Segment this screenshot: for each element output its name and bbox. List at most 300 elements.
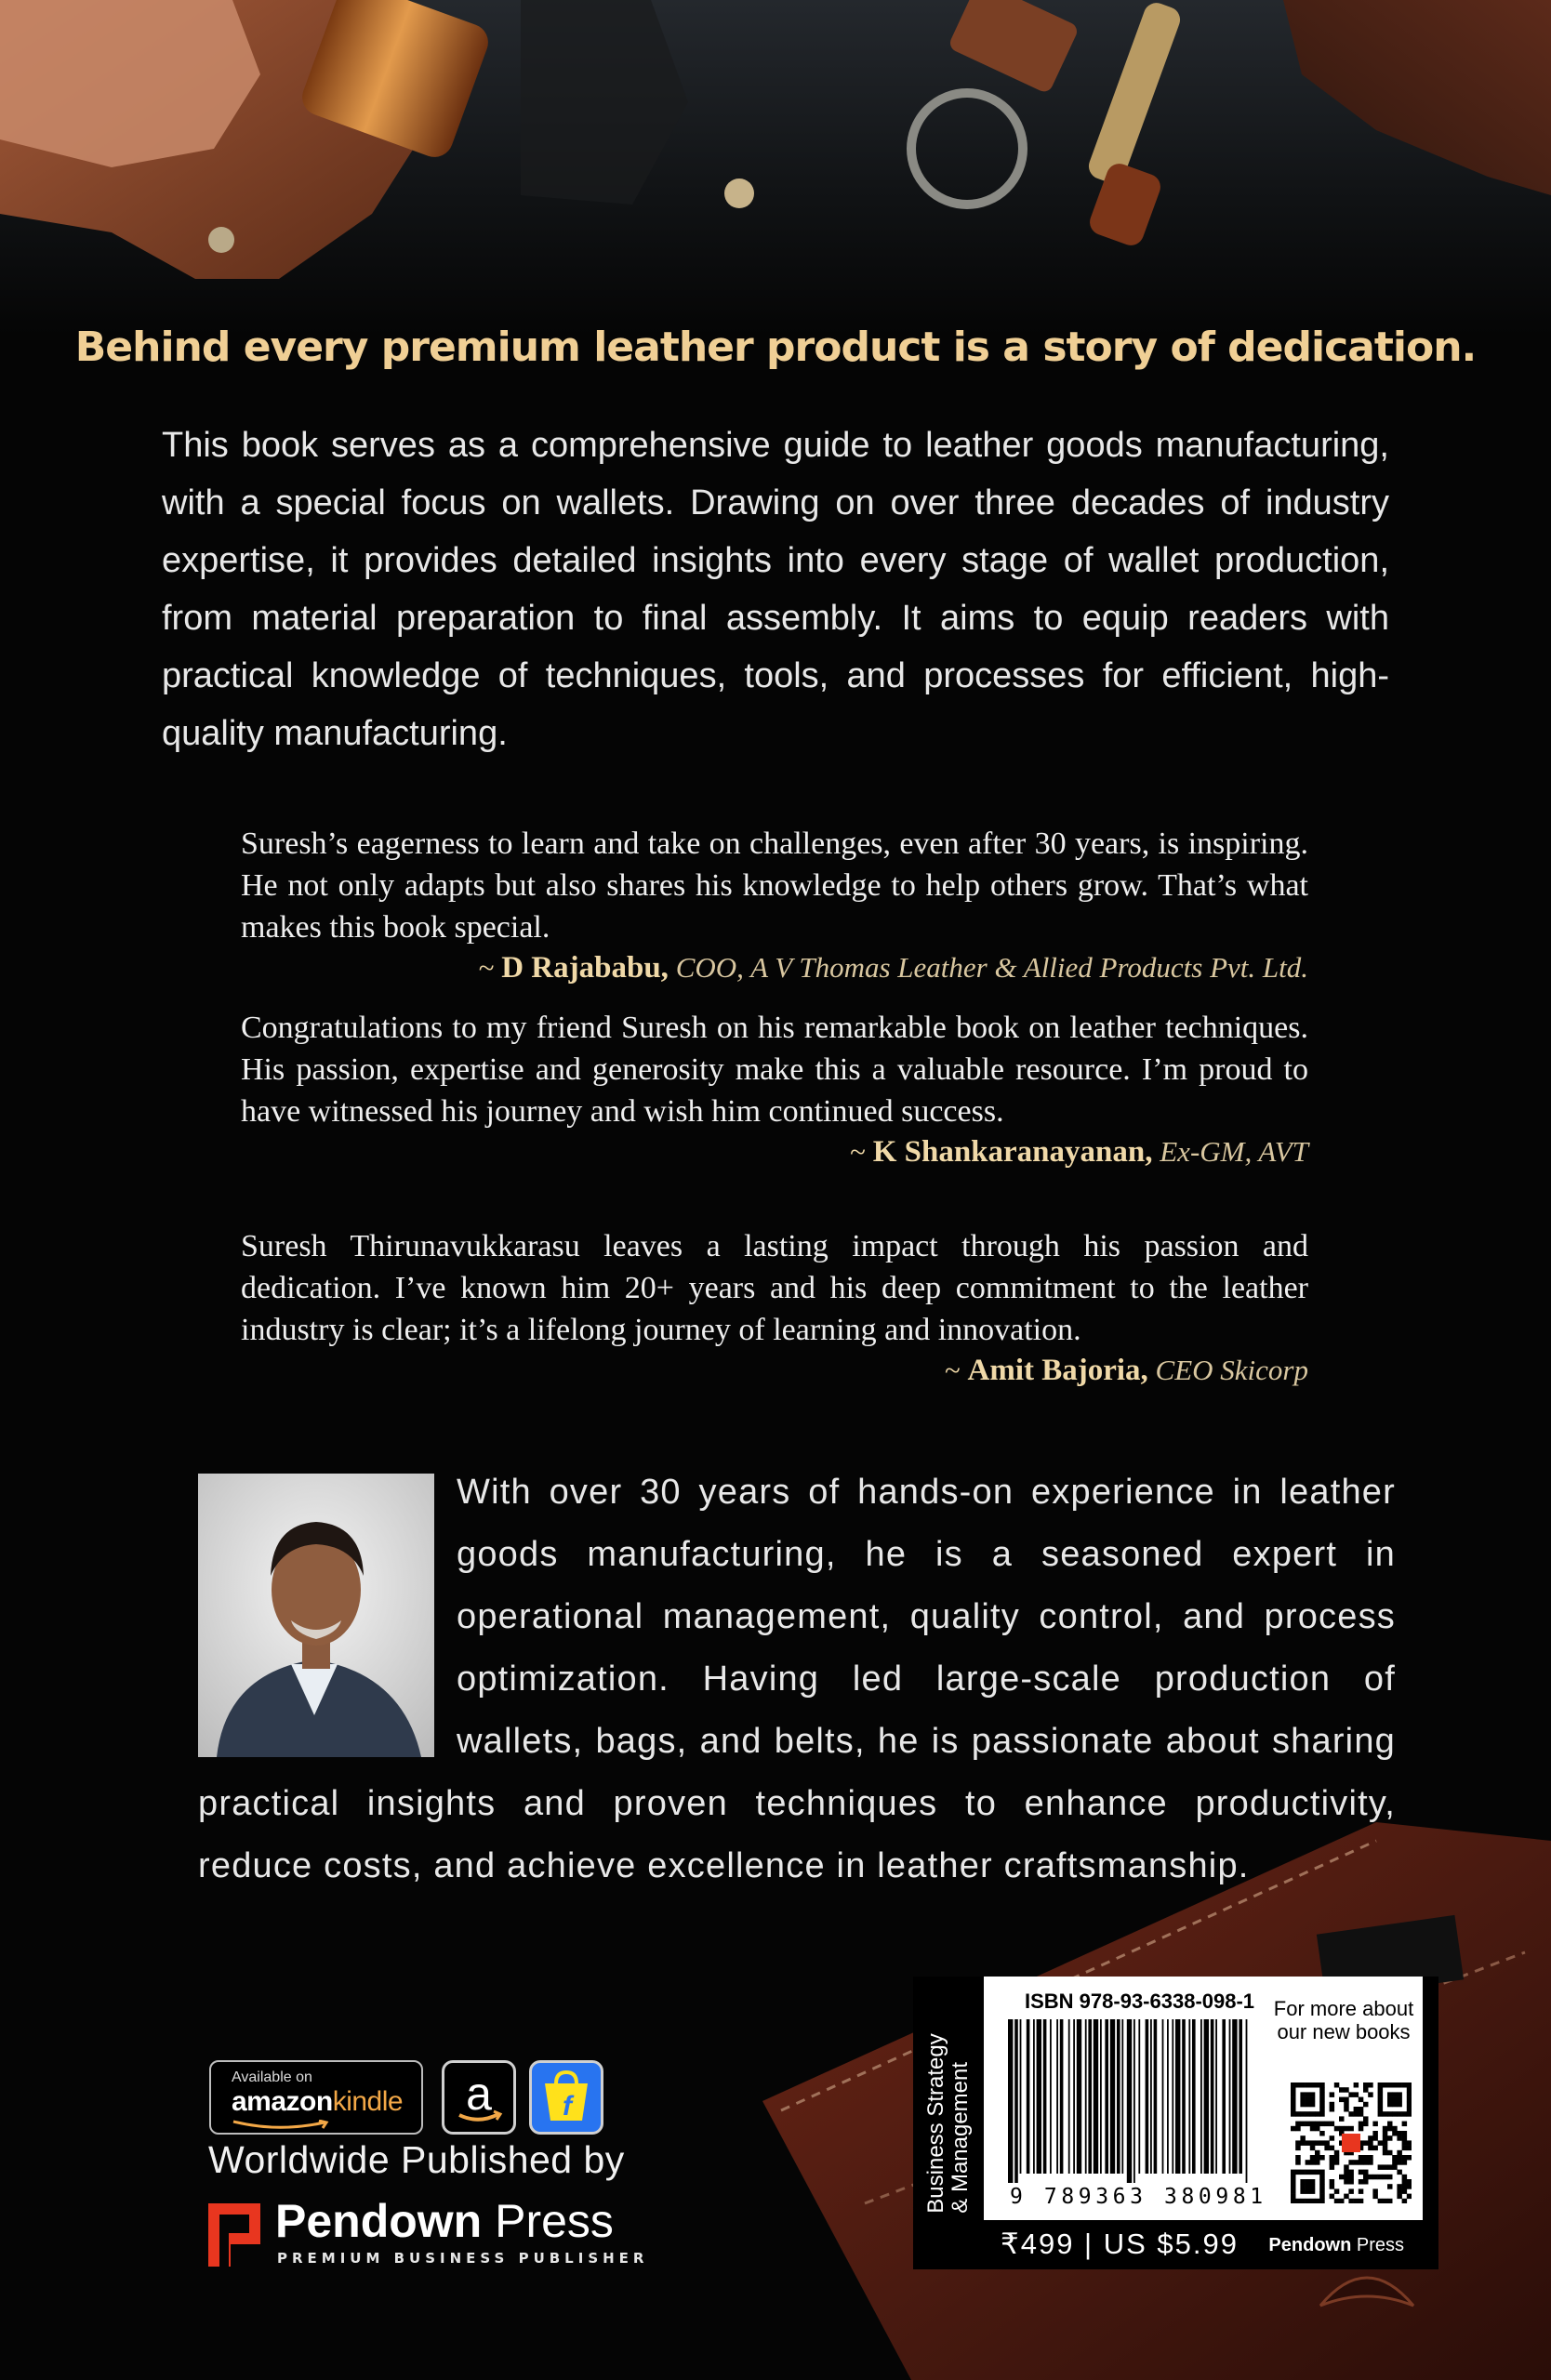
qr-module <box>1383 2146 1388 2151</box>
barcode-bar <box>1215 2019 1217 2174</box>
qr-module <box>1397 2092 1402 2097</box>
qr-module <box>1372 2146 1378 2151</box>
qr-module <box>1319 2194 1325 2200</box>
qr-module <box>1310 2092 1316 2097</box>
qr-module <box>1324 2122 1330 2127</box>
qr-module <box>1359 2160 1364 2165</box>
amazon-kindle-badge[interactable] <box>209 2060 423 2135</box>
qr-module <box>1291 2102 1296 2108</box>
qr-module <box>1324 2146 1330 2151</box>
qr-module <box>1363 2155 1369 2161</box>
barcode-bar <box>1117 2019 1120 2174</box>
qr-module <box>1295 2146 1301 2151</box>
qr-module <box>1402 2146 1408 2151</box>
qr-module <box>1397 2135 1402 2141</box>
qr-module <box>1392 2126 1398 2132</box>
qr-module <box>1315 2111 1320 2117</box>
book-category <box>913 1977 984 2269</box>
qr-module <box>1363 2087 1369 2093</box>
qr-module <box>1295 2122 1301 2127</box>
publisher-name-bold: Pendown <box>275 2195 483 2247</box>
qr-module <box>1383 2111 1388 2117</box>
qr-module <box>1402 2122 1408 2127</box>
qr-module <box>1306 2092 1311 2097</box>
qr-module <box>1330 2179 1335 2185</box>
testimonial-author: K Shankaranayanan, <box>872 1135 1153 1169</box>
qr-module <box>1334 2150 1340 2156</box>
testimonial-attribution <box>241 948 1308 987</box>
qr-module <box>1378 2102 1384 2108</box>
qr-module <box>1315 2155 1320 2161</box>
qr-module <box>1291 2082 1296 2088</box>
qr-module <box>1368 2140 1373 2146</box>
qr-module <box>1383 2131 1388 2136</box>
qr-module <box>1383 2135 1388 2141</box>
barcode-bar <box>1037 2019 1041 2174</box>
qr-module <box>1295 2126 1301 2132</box>
qr-module <box>1306 2102 1311 2108</box>
barcode-bar <box>1211 2019 1214 2174</box>
qr-module <box>1363 2102 1369 2108</box>
barcode-bar <box>1085 2019 1087 2174</box>
barcode-bar <box>1033 2019 1035 2174</box>
qr-module <box>1306 2160 1311 2165</box>
qr-module <box>1359 2122 1364 2127</box>
qr-module <box>1306 2097 1311 2103</box>
qr-module <box>1310 2188 1316 2194</box>
leather-tools-photo <box>0 0 1551 335</box>
kindle-word: kindle <box>332 2086 404 2117</box>
barcode-bar <box>1056 2019 1058 2174</box>
qr-module <box>1372 2188 1378 2194</box>
qr-module <box>1324 2140 1330 2146</box>
attribution-prefix: ~ <box>944 1354 968 1386</box>
qr-module <box>1319 2122 1325 2127</box>
barcode-bar <box>1043 2019 1047 2174</box>
barcode-bar <box>1077 2019 1081 2174</box>
qr-module <box>1291 2184 1296 2189</box>
qr-module <box>1387 2126 1393 2132</box>
qr-module <box>1330 2135 1335 2141</box>
qr-module <box>1291 2175 1296 2180</box>
qr-module <box>1334 2188 1340 2194</box>
qr-module <box>1339 2097 1345 2103</box>
qr-module <box>1387 2111 1393 2117</box>
qr-module <box>1310 2122 1316 2127</box>
qr-module <box>1319 2199 1325 2203</box>
qr-module <box>1407 2155 1412 2161</box>
qr-module <box>1354 2107 1359 2112</box>
qr-module <box>1295 2170 1301 2175</box>
qr-module <box>1372 2122 1378 2127</box>
qr-module <box>1291 2087 1296 2093</box>
barcode-bar <box>1154 2019 1158 2174</box>
qr-module <box>1291 2107 1296 2112</box>
qr-module <box>1378 2107 1384 2112</box>
barcode-bar <box>1188 2019 1190 2174</box>
qr-module <box>1372 2131 1378 2136</box>
barcode-bar <box>1232 2019 1237 2174</box>
qr-module <box>1319 2092 1325 2097</box>
price-publisher-regular: Press <box>1351 2235 1404 2255</box>
qr-module <box>1300 2184 1306 2189</box>
qr-module <box>1407 2092 1412 2097</box>
qr-module <box>1387 2164 1393 2170</box>
qr-module <box>1397 2160 1402 2165</box>
qr-module <box>1319 2131 1325 2136</box>
qr-module <box>1397 2188 1402 2194</box>
pendown-press-logo-icon <box>208 2203 260 2267</box>
testimonial-role: COO, A V Thomas Leather & Allied Products Pvt. Ltd. <box>675 951 1308 984</box>
attribution-prefix: ~ <box>478 951 502 984</box>
barcode-bar <box>1239 2019 1242 2174</box>
qr-module <box>1387 2092 1393 2097</box>
qr-module <box>1397 2102 1402 2108</box>
qr-module <box>1300 2097 1306 2103</box>
qr-module <box>1315 2199 1320 2203</box>
barcode-bar <box>1110 2019 1115 2174</box>
qr-module <box>1291 2188 1296 2194</box>
qr-module <box>1330 2102 1335 2108</box>
qr-module <box>1306 2170 1311 2175</box>
qr-module <box>1378 2140 1384 2146</box>
barcode-bar <box>1014 2019 1018 2183</box>
qr-module <box>1378 2164 1384 2170</box>
qr-module <box>1315 2122 1320 2127</box>
qr-module <box>1310 2140 1316 2146</box>
qr-module <box>1330 2184 1335 2189</box>
barcode-digits: 9 789363 380981 <box>1010 2185 1267 2209</box>
qr-module <box>1334 2160 1340 2165</box>
author-bio <box>198 1461 1396 1897</box>
qr-module <box>1383 2126 1388 2132</box>
qr-module <box>1378 2092 1384 2097</box>
qr-module <box>1397 2082 1402 2088</box>
qr-module <box>1378 2097 1384 2103</box>
qr-module <box>1300 2092 1306 2097</box>
qr-module <box>1291 2179 1296 2185</box>
qr-module <box>1315 2082 1320 2088</box>
qr-module <box>1310 2184 1316 2189</box>
qr-module <box>1319 2170 1325 2175</box>
qr-module <box>1397 2155 1402 2161</box>
barcode-bar <box>1027 2019 1030 2174</box>
qr-module <box>1330 2194 1335 2200</box>
qr-module <box>1330 2107 1335 2112</box>
qr-module <box>1354 2082 1359 2088</box>
category-label <box>924 2033 973 2213</box>
qr-module <box>1310 2160 1316 2165</box>
qr-module <box>1354 2092 1359 2097</box>
qr-module <box>1359 2199 1364 2203</box>
qr-module <box>1402 2140 1408 2146</box>
qr-module <box>1295 2199 1301 2203</box>
qr-module <box>1383 2140 1388 2146</box>
qr-module <box>1291 2126 1296 2132</box>
headline: Behind every premium leather product is a story of dedication. <box>74 324 1477 371</box>
price-label: ₹499 | US $5.99 <box>1001 2228 1239 2260</box>
barcode-bar <box>1167 2019 1169 2174</box>
qr-module <box>1407 2097 1412 2103</box>
qr-module <box>1348 2199 1354 2203</box>
qr-module <box>1344 2164 1349 2170</box>
qr-module <box>1300 2188 1306 2194</box>
publisher-name-regular: Press <box>482 2195 614 2247</box>
qr-module <box>1295 2155 1301 2161</box>
qr-module <box>1330 2164 1335 2170</box>
qr-module <box>1402 2184 1408 2189</box>
category-line-2: & Management <box>948 2061 973 2214</box>
qr-module <box>1315 2140 1320 2146</box>
qr-module <box>1359 2179 1364 2185</box>
qr-module <box>1387 2097 1393 2103</box>
qr-module <box>1300 2199 1306 2203</box>
qr-module <box>1319 2111 1325 2117</box>
qr-module <box>1330 2122 1335 2127</box>
qr-module <box>1319 2140 1325 2146</box>
price-publisher-bold: Pendown <box>1268 2235 1352 2255</box>
testimonial-text: Suresh’s eagerness to learn and take on challenges, even after 30 years, is inspiring. He not only adapts but also shares his knowledge to help others grow. That’s what makes this book special. <box>241 826 1308 945</box>
qr-module <box>1306 2111 1311 2117</box>
amazon-smile-icon <box>232 2120 334 2131</box>
testimonial-author: D Rajababu, <box>501 951 669 985</box>
testimonial-attribution <box>241 1351 1308 1390</box>
barcode-bar <box>1175 2019 1180 2174</box>
qr-module <box>1306 2184 1311 2189</box>
barcode-bar <box>1192 2019 1196 2174</box>
qr-module <box>1310 2111 1316 2117</box>
qr-module <box>1407 2194 1412 2200</box>
qr-module <box>1387 2135 1393 2141</box>
qr-module <box>1402 2155 1408 2161</box>
qr-module <box>1334 2082 1340 2088</box>
qr-module <box>1402 2082 1408 2088</box>
qr-module <box>1319 2082 1325 2088</box>
book-description: This book serves as a comprehensive guide to leather goods manufacturing, with a special focus on wallets. Drawing on over three decades of industry expertise, it provides detailed insights into every stage of wallet production, from material preparation to final assembly. It aims to equip readers with practical knowledge of techniques, tools, and processes for efficient, high-quality manufacturing. <box>162 426 1389 753</box>
qr-module <box>1291 2097 1296 2103</box>
qr-module <box>1378 2082 1384 2088</box>
barcode-bar <box>1150 2019 1152 2174</box>
qr-module <box>1383 2164 1388 2170</box>
qr-module <box>1344 2107 1349 2112</box>
testimonial <box>241 1007 1308 1171</box>
qr-module <box>1387 2102 1393 2108</box>
qr-module <box>1334 2199 1340 2203</box>
qr-module <box>1407 2082 1412 2088</box>
testimonial-role: Ex-GM, AVT <box>1160 1135 1308 1168</box>
barcode-bar <box>1246 2019 1248 2183</box>
qr-module <box>1407 2184 1412 2189</box>
barcode-bar <box>1121 2019 1123 2174</box>
qr-module <box>1295 2082 1301 2088</box>
qr-module <box>1378 2087 1384 2093</box>
qr-module <box>1363 2175 1369 2180</box>
qr-module <box>1402 2160 1408 2165</box>
flipkart-app-icon[interactable] <box>529 2060 603 2135</box>
published-by-label: Worldwide Published by <box>208 2138 625 2181</box>
barcode-bar <box>1200 2019 1202 2174</box>
qr-module <box>1291 2170 1296 2175</box>
price-row <box>984 2220 1423 2269</box>
qr-module <box>1319 2184 1325 2189</box>
barcode-bar <box>1146 2019 1149 2174</box>
qr-module <box>1363 2179 1369 2185</box>
qr-module <box>1368 2135 1373 2141</box>
publisher-tagline: PREMIUM BUSINESS PUBLISHER <box>277 2250 649 2267</box>
qr-module <box>1363 2116 1369 2122</box>
qr-module <box>1397 2170 1402 2175</box>
barcode-bar <box>1138 2019 1140 2174</box>
qr-module <box>1407 2107 1412 2112</box>
qr-module <box>1295 2111 1301 2117</box>
qr-module <box>1339 2175 1345 2180</box>
qr-module <box>1363 2140 1369 2146</box>
qr-module <box>1319 2188 1325 2194</box>
qr-module <box>1315 2150 1320 2156</box>
qr-module <box>1348 2092 1354 2097</box>
publisher-name <box>275 2194 614 2248</box>
qr-module <box>1319 2087 1325 2093</box>
qr-module <box>1392 2082 1398 2088</box>
qr-module <box>1392 2160 1398 2165</box>
qr-module <box>1306 2188 1311 2194</box>
qr-module <box>1392 2155 1398 2161</box>
qr-module <box>1363 2170 1369 2175</box>
barcode-bar <box>1020 2019 1022 2174</box>
qr-module <box>1315 2170 1320 2175</box>
qr-module <box>1344 2087 1349 2093</box>
isbn-label: ISBN 978-93-6338-098-1 <box>1025 1990 1255 2013</box>
qr-module <box>1402 2199 1408 2203</box>
qr-module <box>1359 2107 1364 2112</box>
qr-module <box>1372 2175 1378 2180</box>
qr-module <box>1348 2160 1354 2165</box>
qr-module <box>1319 2107 1325 2112</box>
qr-module <box>1402 2135 1408 2141</box>
qr-module <box>1402 2179 1408 2185</box>
qr-code-icon[interactable] <box>1291 2082 1412 2203</box>
qr-module <box>1310 2179 1316 2185</box>
svg-text:a: a <box>466 2068 492 2120</box>
qr-module <box>1291 2111 1296 2117</box>
barcode-bar <box>1094 2019 1098 2174</box>
qr-module <box>1306 2122 1311 2127</box>
qr-module <box>1330 2146 1335 2151</box>
qr-module <box>1387 2150 1393 2156</box>
qr-module <box>1319 2179 1325 2185</box>
testimonial-text: Suresh Thirunavukkarasu leaves a lasting impact through his passion and dedication. I’ve known him 20+ years and his deep commitment to the leather industry is clear; it’s a lifelong journey of learning and innovation. <box>241 1229 1308 1347</box>
qr-module <box>1383 2175 1388 2180</box>
qr-module <box>1383 2199 1388 2203</box>
qr-module <box>1392 2164 1398 2170</box>
qr-module <box>1306 2140 1311 2146</box>
qr-module <box>1344 2179 1349 2185</box>
qr-module <box>1310 2155 1316 2161</box>
qr-module <box>1359 2111 1364 2117</box>
testimonial <box>241 823 1308 987</box>
qr-module <box>1392 2102 1398 2108</box>
qr-module <box>1378 2111 1384 2117</box>
barcode-bar <box>1222 2019 1226 2174</box>
qr-module <box>1306 2199 1311 2203</box>
qr-module <box>1397 2184 1402 2189</box>
barcode-bar <box>1100 2019 1102 2174</box>
qr-module <box>1344 2175 1349 2180</box>
qr-module <box>1383 2082 1388 2088</box>
qr-module <box>1402 2175 1408 2180</box>
qr-module <box>1348 2175 1354 2180</box>
qr-module <box>1300 2170 1306 2175</box>
qr-module <box>1344 2194 1349 2200</box>
qr-module <box>1368 2092 1373 2097</box>
qr-logo <box>1342 2134 1360 2152</box>
qr-module <box>1300 2179 1306 2185</box>
qr-module <box>1310 2082 1316 2088</box>
barcode-bar <box>1229 2019 1231 2174</box>
more-books-label: For more about our new books <box>1273 1997 1414 2043</box>
qr-module <box>1310 2102 1316 2108</box>
qr-module <box>1344 2170 1349 2175</box>
qr-module <box>1315 2160 1320 2165</box>
qr-module <box>1387 2199 1393 2203</box>
qr-module <box>1368 2155 1373 2161</box>
qr-module <box>1348 2170 1354 2175</box>
qr-module <box>1295 2140 1301 2146</box>
barcode-bar <box>1133 2019 1135 2183</box>
qr-module <box>1359 2188 1364 2194</box>
barcode-bar <box>1008 2019 1013 2183</box>
qr-module <box>1319 2155 1325 2161</box>
qr-module <box>1334 2155 1340 2161</box>
barcode-bar <box>1182 2019 1186 2174</box>
amazon-app-icon[interactable] <box>442 2060 516 2135</box>
qr-module <box>1291 2194 1296 2200</box>
qr-module <box>1378 2199 1384 2203</box>
qr-module <box>1363 2160 1369 2165</box>
qr-module <box>1310 2097 1316 2103</box>
qr-module <box>1402 2111 1408 2117</box>
qr-module <box>1354 2199 1359 2203</box>
barcode-bar <box>1127 2019 1132 2183</box>
qr-module <box>1368 2146 1373 2151</box>
qr-module <box>1359 2097 1364 2103</box>
qr-module <box>1392 2097 1398 2103</box>
barcode-bar <box>1204 2019 1209 2174</box>
qr-module <box>1339 2116 1345 2122</box>
barcode-bar <box>1088 2019 1092 2174</box>
qr-module <box>1407 2102 1412 2108</box>
qr-module <box>1295 2160 1301 2165</box>
price-publisher <box>1268 2235 1404 2256</box>
qr-module <box>1368 2175 1373 2180</box>
testimonial-text: Congratulations to my friend Suresh on his remarkable book on leather techniques. His passion, expertise and generosity make this a valuable resource. I’m proud to have witnessed his journey and wish him continued success. <box>241 1011 1308 1129</box>
barcode-panel <box>913 1977 1438 2269</box>
qr-module <box>1348 2188 1354 2194</box>
barcode-bar <box>1162 2019 1164 2174</box>
testimonial-role: CEO Skicorp <box>1155 1354 1308 1386</box>
qr-module <box>1383 2150 1388 2156</box>
testimonial-attribution <box>241 1132 1308 1171</box>
qr-module <box>1397 2111 1402 2117</box>
qr-module <box>1300 2140 1306 2146</box>
qr-module <box>1319 2175 1325 2180</box>
qr-module <box>1291 2199 1296 2203</box>
qr-module <box>1407 2179 1412 2185</box>
amazon-word: amazon <box>232 2086 333 2117</box>
qr-module <box>1392 2092 1398 2097</box>
qr-module <box>1397 2150 1402 2156</box>
qr-module <box>1344 2102 1349 2108</box>
